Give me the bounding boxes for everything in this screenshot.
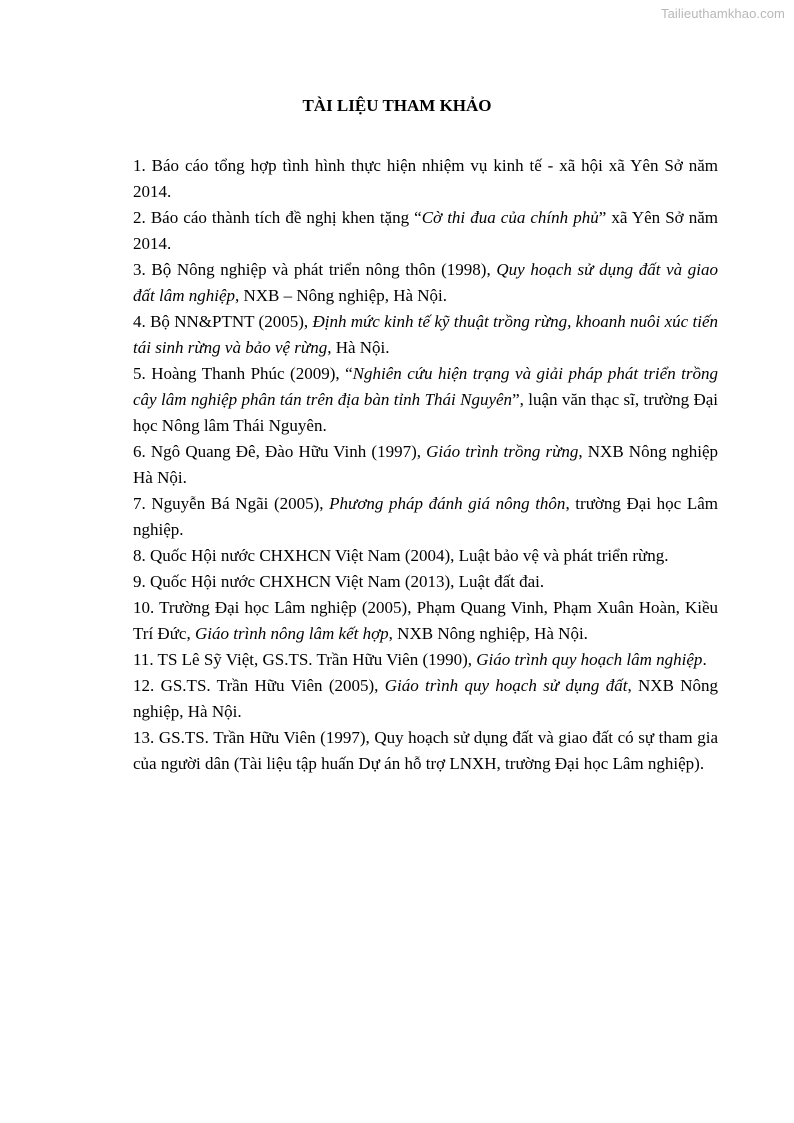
reference-text: 12. GS.TS. Trần Hữu Viên (2005), — [133, 676, 385, 695]
reference-tail: , NXB Nông nghiệp Hà Nội. — [133, 442, 718, 487]
reference-item — [133, 491, 718, 543]
reference-item — [133, 439, 718, 491]
reference-title: Cờ thi đua của chính phủ — [421, 208, 599, 227]
reference-title: Định mức kinh tế kỹ thuật trồng rừng, khoanh nuôi xúc tiến tái sinh rừng và bảo vệ rừng — [133, 312, 718, 357]
reference-item — [133, 647, 718, 673]
reference-text: 5. Hoàng Thanh Phúc (2009), “ — [133, 364, 353, 383]
page-title: TÀI LIỆU THAM KHẢO — [302, 96, 492, 115]
reference-title: Giáo trình quy hoạch lâm nghiệp — [476, 650, 703, 669]
reference-item — [133, 361, 718, 439]
reference-item — [133, 309, 718, 361]
reference-item — [133, 725, 718, 777]
reference-tail: ”, luận văn thạc sĩ, trường Đại học Nông lâm Thái Nguyên. — [133, 390, 718, 435]
reference-list — [133, 153, 718, 777]
reference-title: Giáo trình nông lâm kết hợp — [194, 624, 389, 643]
reference-item — [133, 569, 718, 595]
reference-text: 1. Báo cáo tổng hợp tình hình thực hiện nhiệm vụ kinh tế - xã hội xã Yên Sở năm 2014. — [133, 156, 718, 201]
reference-tail: , NXB – Nông nghiệp, Hà Nội. — [235, 286, 448, 305]
reference-tail: ” xã Yên Sở năm 2014. — [133, 208, 718, 253]
reference-text: 3. Bộ Nông nghiệp và phát triển nông thôn (1998), — [133, 260, 497, 279]
reference-title: Phương pháp đánh giá nông thôn — [329, 494, 566, 513]
reference-title: Giáo trình quy hoạch sử dụng đất — [384, 676, 628, 695]
reference-title: Quy hoạch sử dụng đất và giao đất lâm nghiệp — [133, 260, 719, 305]
reference-title: Nghiên cứu hiện trạng và giải pháp phát triển trồng cây lâm nghiệp phân tán trên địa bàn tỉnh Thái Nguyên — [133, 364, 719, 409]
reference-text: 7. Nguyễn Bá Ngãi (2005), — [133, 494, 330, 513]
reference-item — [133, 595, 718, 647]
reference-tail: , trường Đại học Lâm nghiệp. — [133, 494, 718, 539]
reference-tail: , NXB Nông nghiệp, Hà Nội. — [133, 676, 719, 721]
reference-text: 8. Quốc Hội nước CHXHCN Việt Nam (2004), Luật bảo vệ và phát triển rừng. — [133, 546, 669, 565]
reference-tail: . — [702, 650, 707, 669]
reference-item — [133, 543, 718, 569]
reference-text: 4. Bộ NN&PTNT (2005), — [133, 312, 313, 331]
reference-item — [133, 673, 718, 725]
reference-title: Giáo trình trồng rừng — [426, 442, 579, 461]
reference-item — [133, 153, 718, 205]
reference-text: 13. GS.TS. Trần Hữu Viên (1997), Quy hoạch sử dụng đất và giao đất có sự tham gia của người dân (Tài liệu tập huấn Dự án hỗ trợ LNXH, trường Đại học Lâm nghiệp). — [133, 728, 718, 773]
reference-text: 2. Báo cáo thành tích đề nghị khen tặng “ — [133, 208, 422, 227]
watermark: Tailieuthamkhao.com — [660, 6, 785, 21]
reference-item — [133, 205, 718, 257]
reference-tail: , NXB Nông nghiệp, Hà Nội. — [388, 624, 588, 643]
reference-tail: , Hà Nội. — [327, 338, 390, 357]
reference-text: 6. Ngô Quang Đê, Đào Hữu Vinh (1997), — [133, 442, 427, 461]
reference-text: 11. TS Lê Sỹ Việt, GS.TS. Trần Hữu Viên (1990), — [133, 650, 477, 669]
reference-text: 9. Quốc Hội nước CHXHCN Việt Nam (2013), Luật đất đai. — [133, 572, 545, 591]
reference-text: 10. Trường Đại học Lâm nghiệp (2005), Phạm Quang Vinh, Phạm Xuân Hoàn, Kiều Trí Đức, — [133, 598, 718, 643]
reference-item — [133, 257, 718, 309]
